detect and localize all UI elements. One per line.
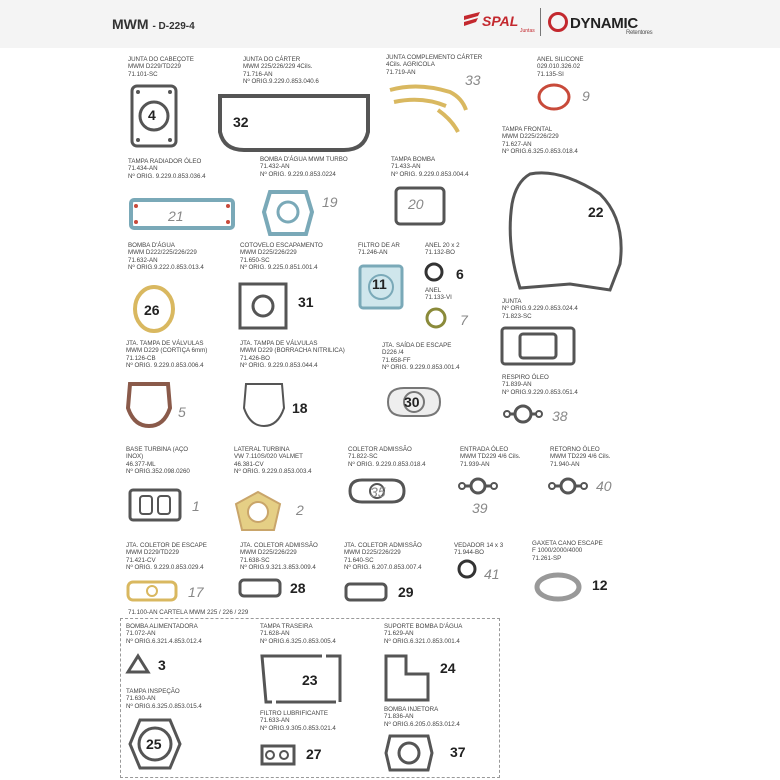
part-label: TAMPA BOMBA 71.433-AN Nº ORIG. 9.229.0.853.004.4 xyxy=(391,156,469,178)
part-number: 21 xyxy=(168,208,184,224)
page-title xyxy=(112,16,195,32)
kit-part-label: BOMBA INJETORA 71.836-AN Nº ORIG.6.205.0.853.012.4 xyxy=(384,706,460,728)
part-number: 28 xyxy=(290,580,306,596)
part-number: 1 xyxy=(192,498,200,514)
logo-separator xyxy=(540,8,541,36)
part-number: 9 xyxy=(582,88,590,104)
brand-name: MWM xyxy=(112,16,149,32)
part-number: 18 xyxy=(292,400,308,416)
turbo-base-gasket-image xyxy=(128,488,182,522)
part-label: COLETOR ADMISSÃO 71.822-SC Nº ORIG. 9.229.0.853.018.4 xyxy=(348,446,426,468)
kit-part-label: TAMPA TRASEIRA 71.628-AN Nº ORIG.6.325.0.853.005.4 xyxy=(260,623,336,645)
spal-logo xyxy=(462,10,534,34)
part-label: RETORNO ÓLEO MWM TD229 4/6 Cils. 71.940-AN xyxy=(550,446,611,468)
part-number: 33 xyxy=(465,72,481,88)
rear-cover-gasket-image xyxy=(260,652,342,706)
part-label: JTA. SAÍDA DE ESCAPE D226 /4 71.658-FF Nº ORIG. 9.229.0.853.001.4 xyxy=(382,342,460,372)
part-number: 41 xyxy=(484,566,500,582)
injection-pump-gasket-image xyxy=(384,734,434,772)
dynamic-logo-sub: Retentores xyxy=(626,30,653,36)
part-number: 4 xyxy=(148,107,156,123)
part-number: 7 xyxy=(460,312,468,328)
part-number: 32 xyxy=(233,114,249,130)
part-number: 19 xyxy=(322,194,338,210)
part-label: VEDADOR 14 x 3 71.944-BO xyxy=(454,542,504,557)
part-number: 17 xyxy=(188,584,204,600)
kit-part-label: TAMPA INSPEÇÃO 71.630-AN Nº ORIG.6.325.0.853.015.4 xyxy=(126,688,202,710)
oil-breather-gasket-image xyxy=(502,402,544,426)
kit-part-label: FILTRO LUBRIFICANTE 71.633-AN Nº ORIG.9.305.0.853.021.4 xyxy=(260,710,336,732)
intake-manifold-gasket-image xyxy=(238,578,282,598)
part-number: 22 xyxy=(588,204,604,220)
part-number: 31 xyxy=(298,294,314,310)
intake-manifold-gasket-image xyxy=(344,582,388,602)
part-number: 39 xyxy=(472,500,488,516)
part-number: 23 xyxy=(302,672,318,688)
part-label: JTA. COLETOR ADMISSÃO MWM D225/226/229 71.640-SC Nº ORIG. 6.207.0.853.007.4 xyxy=(344,542,422,572)
ring-image xyxy=(424,306,448,330)
dynamic-logo-text: DYNAMIC xyxy=(570,15,638,32)
spal-logo-sub: Juntas xyxy=(520,28,535,34)
part-label: ANEL SILICONE 029.010.326.02 71.135-SI xyxy=(537,56,584,78)
part-number: 29 xyxy=(398,584,414,600)
part-number: 12 xyxy=(592,577,608,593)
part-label: ANEL 71.133-VI xyxy=(425,287,452,302)
front-cover-gasket-image xyxy=(500,164,630,294)
part-label: RESPIRO ÓLEO 71.839-AN Nº ORIG.9.229.0.853.051.4 xyxy=(502,374,578,396)
water-pump-bracket-gasket-image xyxy=(384,654,430,702)
ring-image xyxy=(424,262,444,282)
silicone-ring-image xyxy=(536,82,572,112)
kit-part-label: SUPORTE BOMBA D'ÁGUA 71.629-AN Nº ORIG.6.321.0.853.001.4 xyxy=(384,623,463,645)
part-label: JUNTA COMPLEMENTO CÁRTER 4Cils. AGRICOLA 71.719-AN xyxy=(386,54,483,76)
part-label: JUNTA Nº ORIG.9.229.0.853.024.4 71.823-SC xyxy=(502,298,578,320)
engine-code: - D-229-4 xyxy=(152,21,195,32)
part-label: BOMBA D'ÁGUA MWM D222/225/226/229 71.632-AN Nº ORIG.9.222.0.853.013.4 xyxy=(128,242,204,272)
part-number: 24 xyxy=(440,660,456,676)
part-number: 35 xyxy=(370,484,386,500)
part-number: 3 xyxy=(158,657,166,673)
part-number: 30 xyxy=(404,394,420,410)
kit-title: 71.100-AN CARTELA MWM 225 / 226 / 229 xyxy=(128,609,249,616)
part-number: 40 xyxy=(596,478,612,494)
lube-filter-gasket-image xyxy=(258,742,298,768)
water-pump-gasket-image xyxy=(260,188,316,238)
part-number: 5 xyxy=(178,404,186,420)
part-label: JUNTA DO CABEÇOTE MWM D229/TD229 71.101-SC xyxy=(128,56,194,78)
oil-return-gasket-image xyxy=(548,476,588,496)
part-label: TAMPA RADIADOR ÓLEO 71.434-AN Nº ORIG. 9.229.0.853.036.4 xyxy=(128,158,206,180)
sealing-ring-image xyxy=(456,558,478,580)
valve-cover-gasket-image xyxy=(124,380,174,428)
part-label: JTA. TAMPA DE VÁLVULAS MWM D229 (CORTIÇA 6mm) 71.126-CB Nº ORIG. 9.229.0.853.006.4 xyxy=(126,340,208,370)
part-label: ENTRADA ÓLEO MWM TD229 4/6 Cils. 71.939-AN xyxy=(460,446,521,468)
kit-part-label: BOMBA ALIMENTADORA 71.072-AN Nº ORIG.6.321.4.853.012.4 xyxy=(126,623,202,645)
part-number: 38 xyxy=(552,408,568,424)
part-label: TAMPA FRONTAL MWM D225/226/229 71.627-AN Nº ORIG.6.325.0.853.018.4 xyxy=(502,126,578,156)
flange-gasket-image xyxy=(500,326,576,366)
part-label: JTA. COLETOR ADMISSÃO MWM D225/226/229 71.638-SC Nº ORIG.9.321.3.853.009.4 xyxy=(240,542,318,572)
part-number: 6 xyxy=(456,266,464,282)
part-label: FILTRO DE AR 71.246-AN xyxy=(358,242,400,257)
sump-complement-gasket-image xyxy=(388,80,470,136)
spal-logo-text: SPAL xyxy=(482,13,519,29)
part-number: 26 xyxy=(144,302,160,318)
part-number: 25 xyxy=(146,736,162,752)
turbo-side-gasket-image xyxy=(234,490,282,534)
part-label: LATERAL TURBINA VW 7.110S/020 VALMET 46.381-CV Nº ORIG. 9.229.0.853.003.4 xyxy=(234,446,312,476)
oil-inlet-gasket-image xyxy=(458,476,498,496)
part-label: BOMBA D'ÁGUA MWM TURBO 71.432-AN Nº ORIG. 9.229.0.853.0224 xyxy=(260,156,348,178)
part-label: ANEL 20 x 2 71.132-BO xyxy=(425,242,460,257)
dynamic-logo xyxy=(548,12,653,36)
part-number: 2 xyxy=(296,502,304,518)
part-number: 11 xyxy=(372,276,387,292)
fuel-pump-gasket-image xyxy=(126,654,150,674)
part-label: BASE TURBINA (AÇO INOX) 46.377-ML Nº ORIG.352.098.0260 xyxy=(126,446,190,476)
dynamic-ring-icon xyxy=(548,12,568,32)
valve-cover-gasket-image xyxy=(240,380,288,428)
exhaust-elbow-gasket-image xyxy=(238,282,288,330)
part-number: 20 xyxy=(408,196,424,212)
part-number: 37 xyxy=(450,744,466,760)
part-label: GAXETA CANO ESCAPE F 1000/2000/4000 71.261-SP xyxy=(532,540,603,562)
exhaust-manifold-gasket-image xyxy=(126,580,178,602)
part-label: JUNTA DO CÁRTER MWM 225/226/229 4Cils. 71.716-AN Nº ORIG.9.229.0.853.040.6 xyxy=(243,56,319,86)
part-label: JTA. COLETOR DE ESCAPE MWM D229/TD229 71.421-CV Nº ORIG. 9.229.0.853.029.4 xyxy=(126,542,207,572)
exhaust-pipe-gasket-image xyxy=(534,572,582,602)
part-label: JTA. TAMPA DE VÁLVULAS MWM D229 (BORRACHA NITRILICA) 71.426-BO Nº ORIG. 9.229.0.853.044.4 xyxy=(240,340,345,370)
part-label: COTOVELO ESCAPAMENTO MWM D225/226/229 71.650-SC Nº ORIG. 9.225.0.851.001.4 xyxy=(240,242,323,272)
part-number: 27 xyxy=(306,746,322,762)
